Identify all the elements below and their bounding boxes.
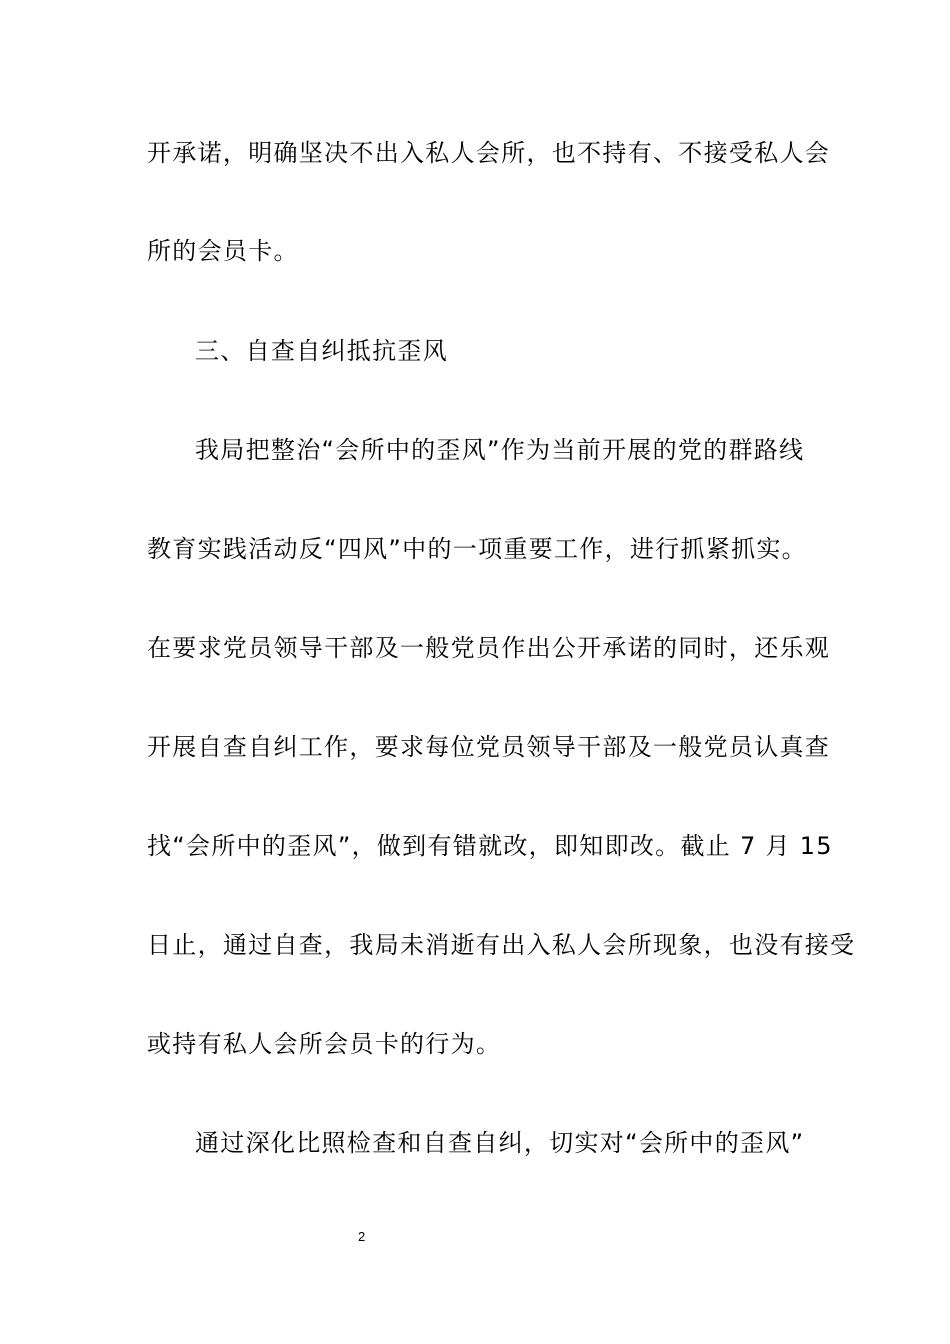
body-text-line: 找“会所中的歪风”，做到有错就改，即知即改。截止 7 月 15 (147, 832, 833, 860)
body-text-line: 日止，通过自查，我局未消逝有出入私人会所现象，也没有接受 (147, 931, 856, 959)
body-text-line: 通过深化比照检查和自查自纠，切实对“会所中的歪风” (195, 1129, 805, 1157)
body-text-line: 在要求党员领导干部及一般党员作出公开承诺的同时，还乐观 (147, 634, 831, 662)
body-text-line: 所的会员卡。 (147, 237, 299, 265)
body-text-line: 教育实践活动反“四风”中的一项重要工作，进行抓紧抓实。 (147, 535, 807, 563)
body-text-line: 开承诺，明确坚决不出入私人会所，也不持有、不接受私人会 (147, 139, 831, 167)
body-text-line: 我局把整治“会所中的歪风”作为当前开展的党的群路线 (195, 436, 805, 464)
body-text-line: 或持有私人会所会员卡的行为。 (147, 1030, 502, 1058)
body-text-line: 开展自查自纠工作，要求每位党员领导干部及一般党员认真查 (147, 733, 831, 761)
page-number: 2 (358, 1229, 366, 1244)
section-heading: 三、自查自纠抵抗歪风 (195, 337, 448, 365)
